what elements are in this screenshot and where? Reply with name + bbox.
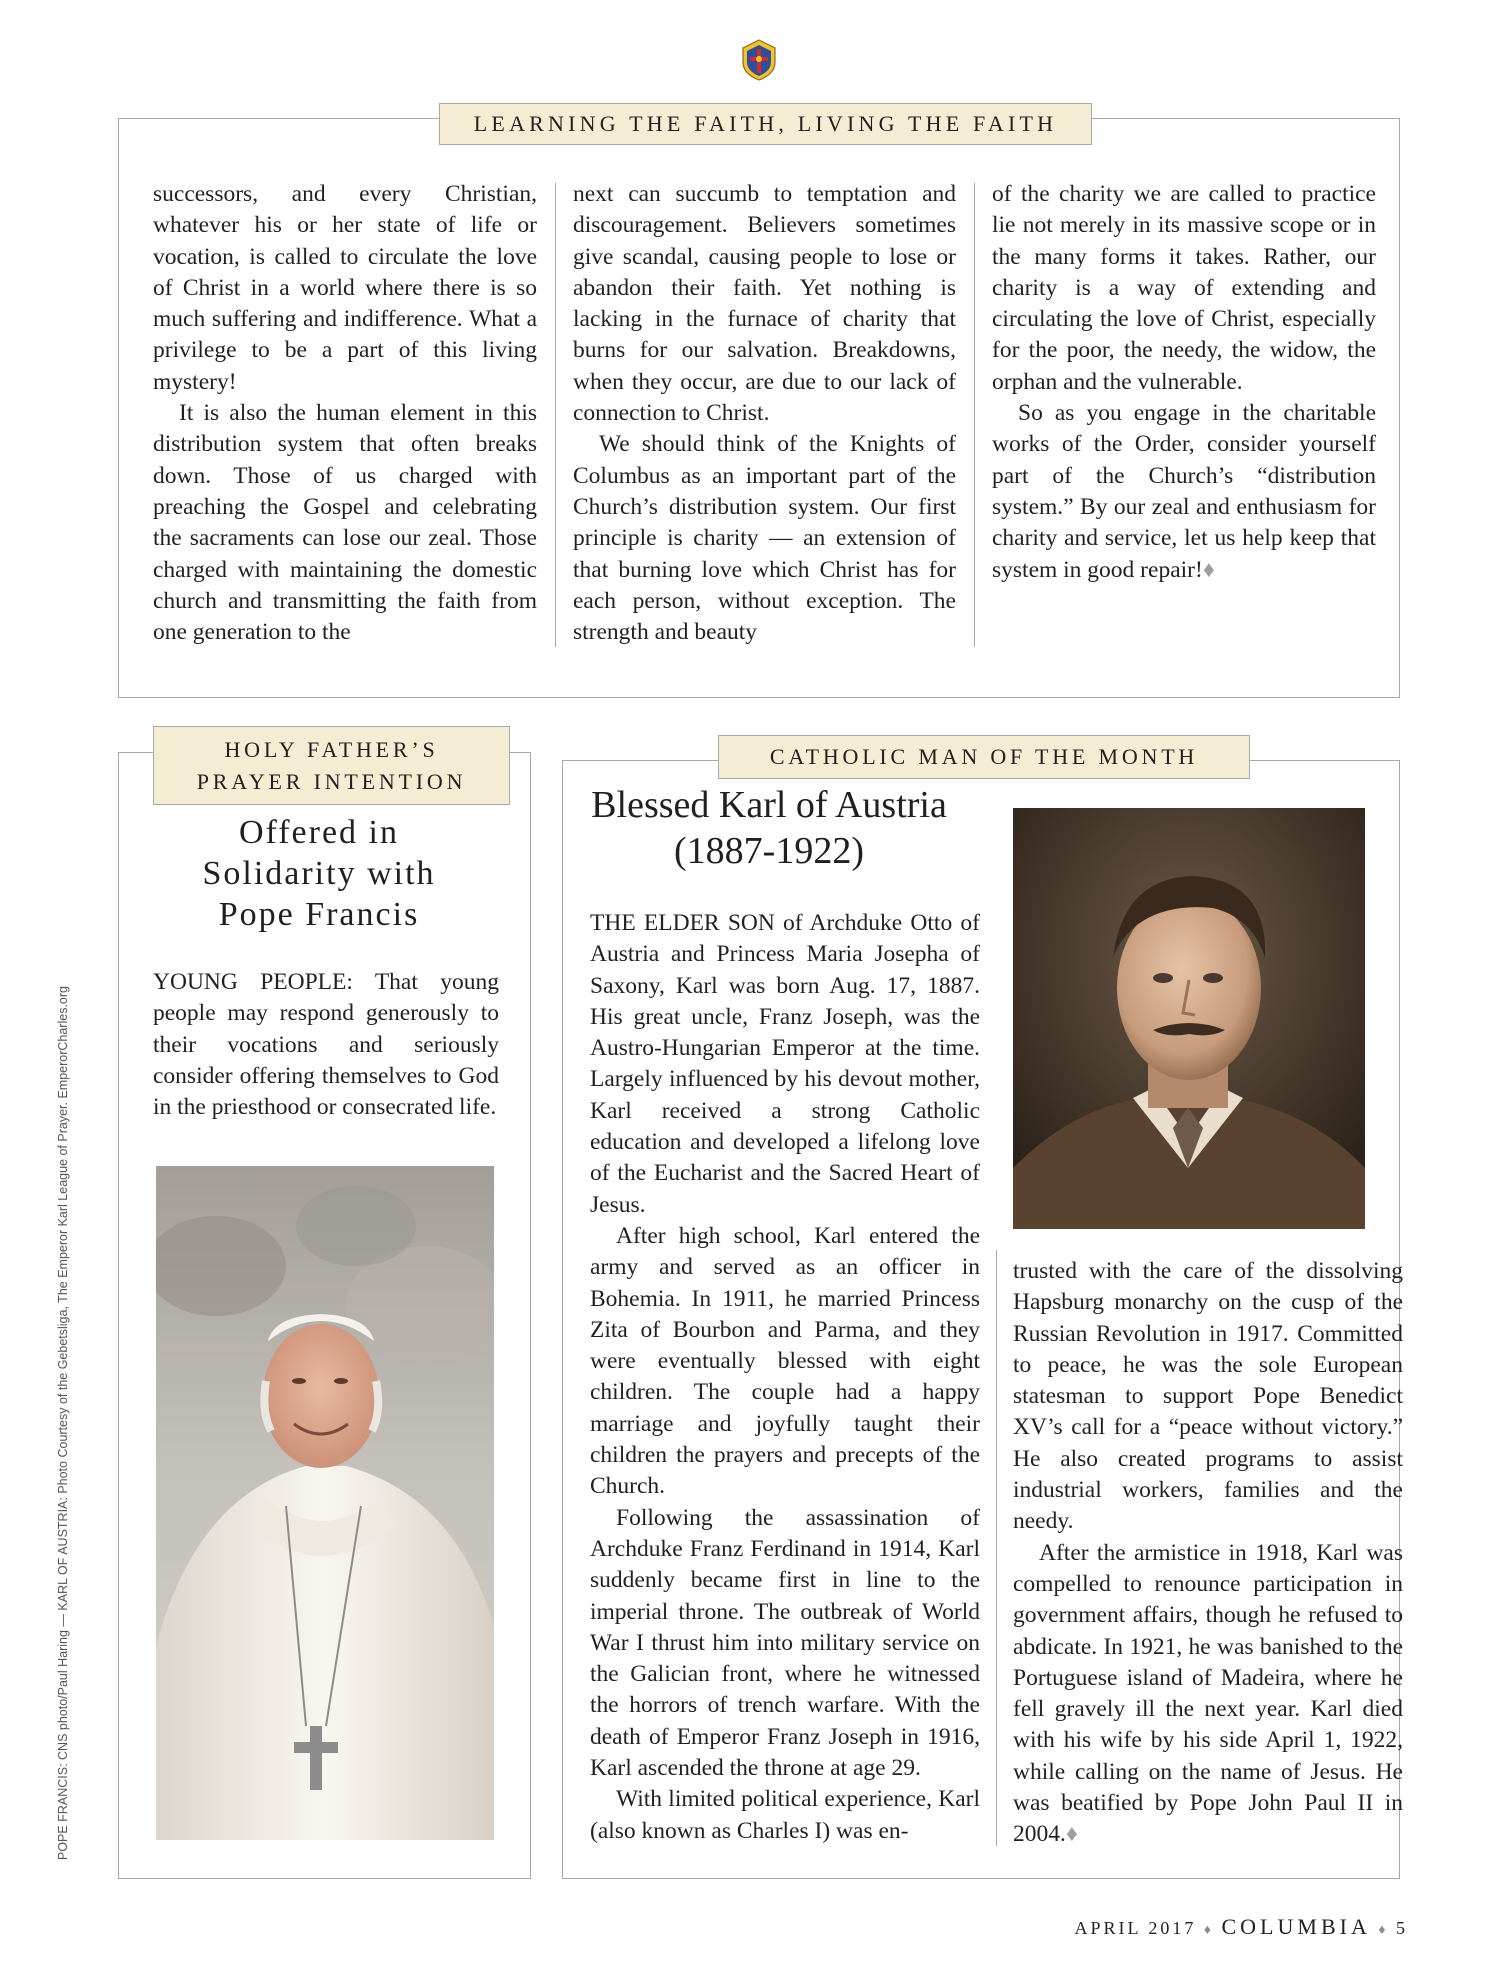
- paragraph: next can succumb to temptation and discouragement. Believers sometimes give scandal, causing people to lose or abandon their faith. Yet nothing is lacking in the furnace of charity that burns for our salvation. Breakdowns, when they occur, are due to our lack of connection to Christ.: [573, 181, 956, 427]
- prayer-headline: [152, 812, 486, 935]
- paragraph: [1013, 1538, 1403, 1851]
- section-banner-catholic-man: CATHOLIC MAN OF THE MONTH: [718, 735, 1250, 779]
- banner-line: PRAYER INTENTION: [196, 769, 467, 794]
- paragraph-text: After the armistice in 1918, Karl was compelled to renounce participation in government affairs, though he refused to abdicate. In 1921, he was banished to the Portuguese island of Madeira, where he fell gravely ill the next year. Karl died with his wife by his side April 1, 1922, while calling on the name of Jesus. He was beatified by Pope John Paul II in 2004.: [1013, 1539, 1403, 1848]
- page-number: 5: [1396, 1918, 1408, 1938]
- section-banner-learning-faith: LEARNING THE FAITH, LIVING THE FAITH: [439, 103, 1092, 145]
- column-divider: [996, 1250, 997, 1846]
- paragraph: of the charity we are called to practice lie not merely in its massive scope or in the many forms it takes. Rather, our charity is a way of extending and circulating the love of Christ, especially for the poor, the needy, the widow, the orphan and the vulnerable.: [992, 181, 1376, 395]
- catholic-man-column-1: [590, 908, 980, 1847]
- paragraph: Following the assassination of Archduke Franz Ferdinand in 1914, Karl suddenly became first in line to the imperial throne. The outbreak of World War I thrust him into military service on the Galician front, where he witnessed the horrors of trench warfare. With the death of Emperor Franz Joseph in 1916, Karl ascended the throne at age 29.: [590, 1504, 980, 1782]
- end-mark-icon: ♦: [1202, 556, 1215, 583]
- paragraph-text: So as you engage in the charitable works of the Order, consider yourself part of the Church’s “distribution system.” By our zeal and enthusiasm for charity and service, let us help keep that system in good repair!: [992, 400, 1376, 583]
- paragraph: THE ELDER SON of Archduke Otto of Austria and Princess Maria Josepha of Saxony, Karl was born Aug. 17, 1887. His great uncle, Franz Joseph, was the Austro-Hungarian Emperor at the time. Largely influenced by his devout mother, Karl received a strong Catholic education and developed a lifelong love of the Eucharist and the Sacred Heart of Jesus.: [590, 910, 980, 1218]
- prayer-intention-text: [153, 967, 499, 1123]
- catholic-man-column-2: [1013, 1256, 1403, 1851]
- paragraph: successors, and every Christian, whatever his or her state of life or vocation, is called to circulate the love of Christ in a world where there is so much suffering and indifference. What a privilege to be a part of this living mystery!: [153, 181, 537, 395]
- banner-line: HOLY FATHER’S: [224, 737, 439, 762]
- paragraph: After high school, Karl entered the army and served as an officer in Bohemia. In 1911, he married Princess Zita of Bourbon and Parma, and they were eventually blessed with eight children. The couple had a happy marriage and joyfully taught their children the prayers and precepts of the Church.: [590, 1222, 980, 1500]
- pope-francis-photo: [156, 1166, 494, 1840]
- paragraph: It is also the human element in this distribution system that often breaks down. Those of us charged with preaching the Gospel and celebrating the sacraments can lose our zeal. Those charged with maintaining the domestic church and transmitting the faith from one generation to the: [153, 400, 537, 646]
- paragraph: YOUNG PEOPLE: That young people may respond generously to their vocations and seriously consider offering themselves to God in the priesthood or consecrated life.: [153, 969, 499, 1121]
- paragraph: [992, 398, 1376, 586]
- paragraph: With limited political experience, Karl (also known as Charles I) was en-: [590, 1786, 980, 1844]
- headline-line: Solidarity with: [202, 855, 436, 892]
- top-article-column-1: [153, 179, 537, 648]
- page-footer: [1075, 1914, 1409, 1940]
- magazine-name: COLUMBIA: [1221, 1914, 1371, 1939]
- column-divider: [974, 183, 975, 647]
- headline-line: (1887-1922): [674, 830, 864, 872]
- top-article-column-2: [573, 179, 956, 648]
- photo-credit: POPE FRANCIS: CNS photo/Paul Haring — KARL OF AUSTRIA: Photo Courtesy of the Gebetsliga, The Emperor Karl League of Prayer. EmperorCharles.org: [56, 986, 70, 1860]
- headline-line: Pope Francis: [218, 896, 420, 933]
- karl-of-austria-portrait: [1013, 808, 1365, 1229]
- headline-line: Blessed Karl of Austria: [591, 784, 947, 826]
- separator-diamond-icon: ♦: [1378, 1923, 1389, 1938]
- section-banner-prayer-intention: [153, 726, 510, 805]
- headline-line: Offered in: [238, 814, 400, 851]
- separator-diamond-icon: ♦: [1203, 1923, 1214, 1938]
- column-divider: [555, 183, 556, 647]
- issue-date: APRIL 2017: [1074, 1918, 1197, 1938]
- end-mark-icon: ♦: [1065, 1821, 1078, 1848]
- paragraph: trusted with the care of the dissolving Hapsburg monarchy on the cusp of the Russian Revolution in 1917. Committed to peace, he was the sole European statesman to support Pope Benedict XV’s call for a “peace without victory.” He also created programs to assist industrial workers, families and the needy.: [1013, 1258, 1403, 1535]
- top-article-column-3: [992, 179, 1376, 586]
- knights-of-columbus-emblem-icon: [739, 38, 779, 82]
- paragraph: We should think of the Knights of Columbus as an important part of the Church’s distribution system. Our first principle is charity — an extension of that burning love which Christ has for each person, without exception. The strength and beauty: [573, 431, 956, 646]
- catholic-man-headline: [566, 782, 972, 874]
